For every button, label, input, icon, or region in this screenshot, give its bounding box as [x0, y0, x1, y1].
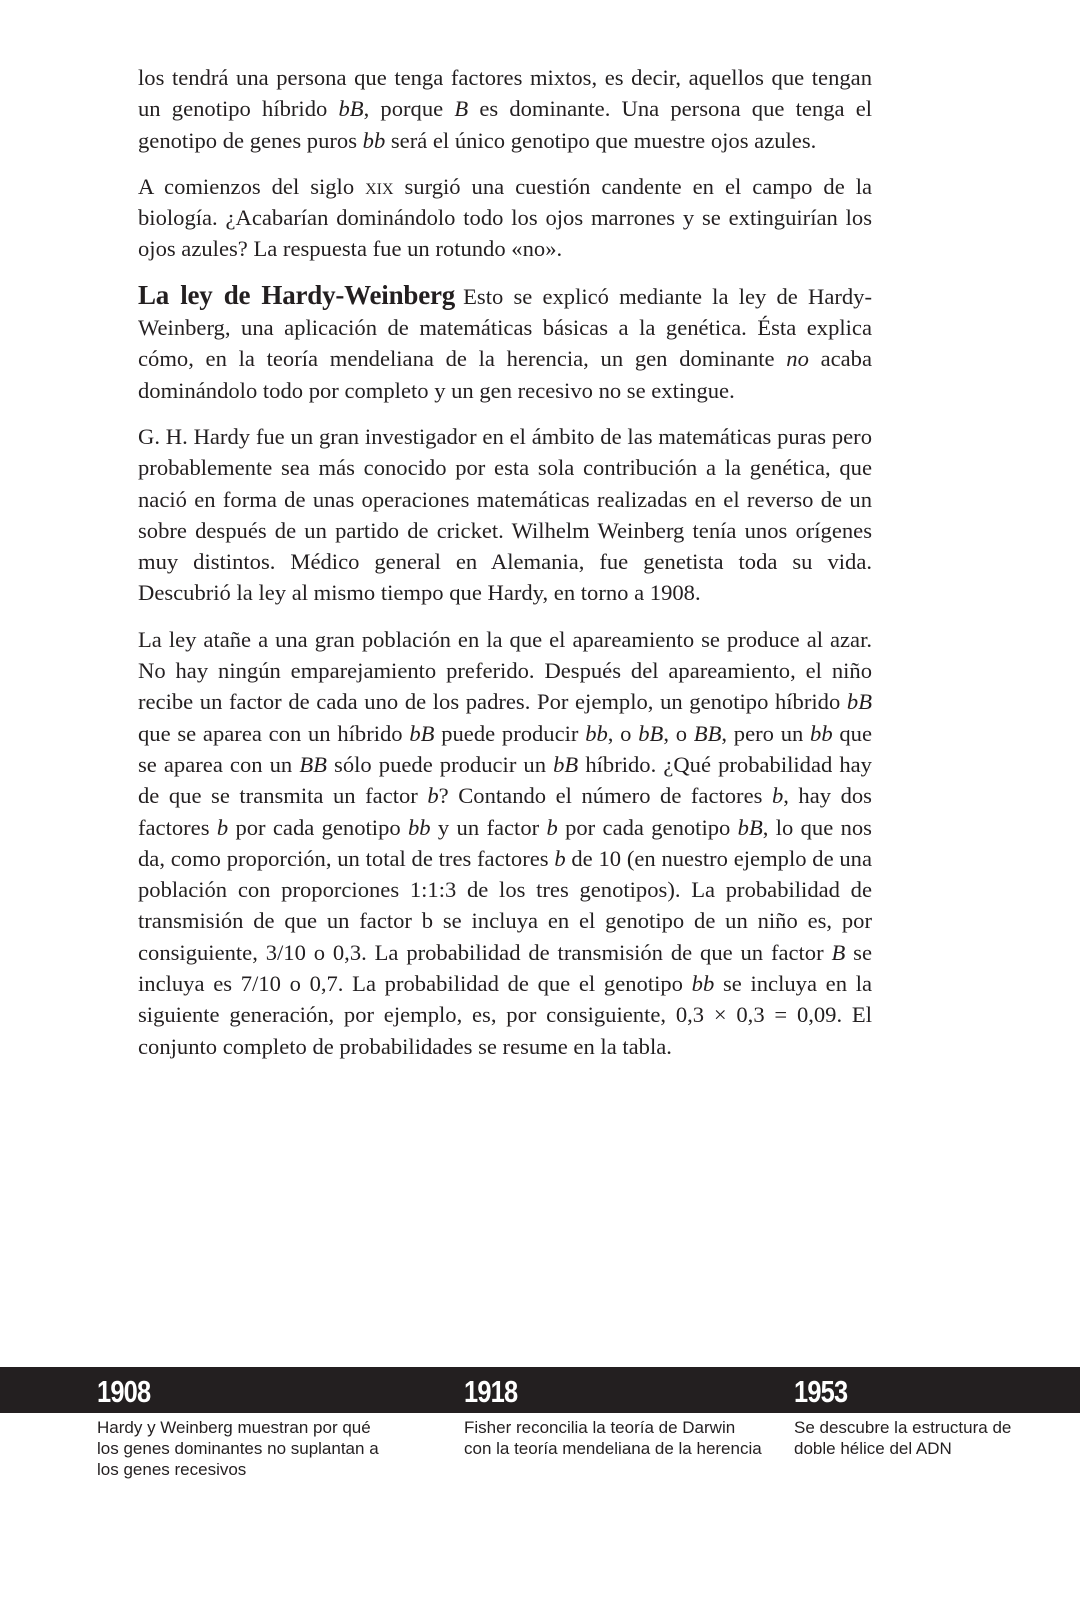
text-run: por cada genotipo — [557, 814, 738, 840]
text-run: , lo que nos da, como proporción, un total de tres factores — [138, 814, 872, 871]
text-run: A comienzos del siglo — [138, 173, 366, 199]
text-run: , pero un — [721, 720, 811, 746]
genotype-term: BB — [693, 720, 722, 746]
body-text — [138, 62, 872, 1062]
text-run: de 10 (en nuestro ejemplo de una población con proporciones 1:1:3 de los tres genotipos). La probabilidad de transmisión de que un factor b se incluya en el genotipo de un niño es, por consiguiente, 3/10 o 0,3. La probabilidad de transmisión de que un factor — [138, 845, 873, 965]
text-run: ? Contando el número de factores — [438, 783, 772, 809]
paragraph-hardy-weinberg-law — [138, 280, 872, 406]
genotype-term: bb — [362, 127, 386, 153]
text-run: se incluya es 7/10 o 0,7. La probabilidad de que el genotipo — [138, 939, 872, 997]
text-run: por cada genotipo — [228, 814, 408, 840]
timeline-event: Hardy y Weinberg muestran por qué los genes dominantes no suplantan a los genes recesivos — [97, 1418, 379, 1479]
text-run: surgió una cuestión candente en el campo de la biología. ¿Acabarían dominándolo todo los ojos marrones y se extinguirían los ojos azules? La respuesta fue un rotundo «no». — [138, 173, 872, 262]
text-run: los tendrá una persona que tenga factores mixtos, es decir, aquellos que tengan un genotipo híbrido — [138, 65, 872, 122]
text-run: sólo puede producir un — [326, 751, 554, 777]
text-run: G. H. Hardy fue un gran investigador en el ámbito de las matemáticas puras pero probablemente sea más conocido por esta sola contribución a la genética, que nació en forma de unas operaciones matemáticas realizadas en el reverso de un sobre después de un partido de cricket. Wilhelm Weinberg tenía unos orígenes muy distintos. Médico general en Alemania, fue genetista toda su vida. Descubrió la ley al mismo tiempo que Hardy, en torno a 1908. — [138, 423, 872, 606]
text-run: y un factor — [430, 814, 547, 840]
text-run: será el único genotipo que muestre ojos azules. — [385, 127, 817, 153]
text-run: , o — [607, 720, 639, 746]
text-run: híbrido. ¿Qué probabilidad hay de que se transmita un factor — [138, 751, 872, 809]
timeline-entry-1953 — [794, 1367, 1054, 1459]
paragraph-eye-color-genotype — [138, 62, 872, 156]
paragraph-nineteenth-century-question — [138, 171, 872, 265]
text-run: La ley atañe a una gran población en la que el apareamiento se produce al azar. No hay ningún emparejamiento preferido. Después del apareamiento, el niño recibe un factor de cada uno de los padres. Por ejemplo, un genotipo híbrido — [138, 626, 872, 715]
genotype-term: bB — [846, 689, 872, 715]
section-heading: La ley de Hardy-Weinberg — [138, 279, 456, 310]
genotype-term: bb — [585, 720, 608, 746]
text-run: se incluya en la siguiente generación, por ejemplo, es, por consiguiente, 0,3 × 0,3 = 0,09. El conjunto completo de probabilidades se resume en la tabla. — [138, 971, 872, 1059]
timeline-entry-1908 — [97, 1367, 397, 1480]
genotype-term: bB — [638, 720, 664, 746]
genotype-term: bB — [553, 751, 579, 777]
timeline-event: Fisher reconcilia la teoría de Darwin con la teoría mendeliana de la herencia — [464, 1418, 762, 1458]
genotype-term: B — [831, 939, 846, 965]
genotype-term: b — [771, 783, 784, 809]
emphasis: no — [786, 346, 809, 372]
text-run: puede producir — [434, 720, 586, 746]
genotype-term: bb — [691, 971, 715, 997]
timeline-entry-1918 — [464, 1367, 764, 1459]
genotype-term: b — [554, 845, 566, 871]
timeline-year: 1953 — [794, 1374, 848, 1409]
timeline-year: 1918 — [464, 1374, 518, 1409]
genotype-term: bB — [737, 814, 763, 840]
text-run: , o — [663, 720, 694, 746]
text-run: , porque — [363, 96, 455, 122]
genotype-term: b — [216, 814, 229, 840]
text-run: Esto se explicó mediante la ley de Hardy-Weinberg, una aplicación de matemáticas básicas a la genética. Ésta explica cómo, en la teoría mendeliana de la herencia, un gen dominante — [138, 283, 872, 372]
paragraph-hardy-weinberg-biography — [138, 421, 872, 609]
genotype-term: bB — [409, 720, 435, 746]
genotype-term: bb — [408, 814, 431, 840]
genotype-term: b — [546, 814, 558, 840]
genotype-term: BB — [299, 751, 327, 777]
text-run: , hay dos factores — [138, 783, 872, 840]
text-run: que se aparea con un — [138, 720, 873, 777]
paragraph-probability-explanation — [138, 624, 872, 1062]
genotype-term: bB — [338, 96, 364, 122]
text-run: acaba dominándolo todo por completo y un gen recesivo no se extingue. — [138, 346, 872, 403]
text-run: que se aparea con un híbrido — [138, 720, 410, 746]
timeline-event: Se descubre la estructura de doble hélice del ADN — [794, 1418, 1012, 1458]
text-run: es dominante. Una persona que tenga el genotipo de genes puros — [138, 96, 872, 153]
timeline-year: 1908 — [97, 1374, 151, 1409]
century-numeral: xix — [365, 173, 394, 199]
genotype-term: bb — [810, 720, 833, 746]
genotype-term: B — [454, 96, 469, 122]
genotype-term: b — [427, 783, 439, 809]
